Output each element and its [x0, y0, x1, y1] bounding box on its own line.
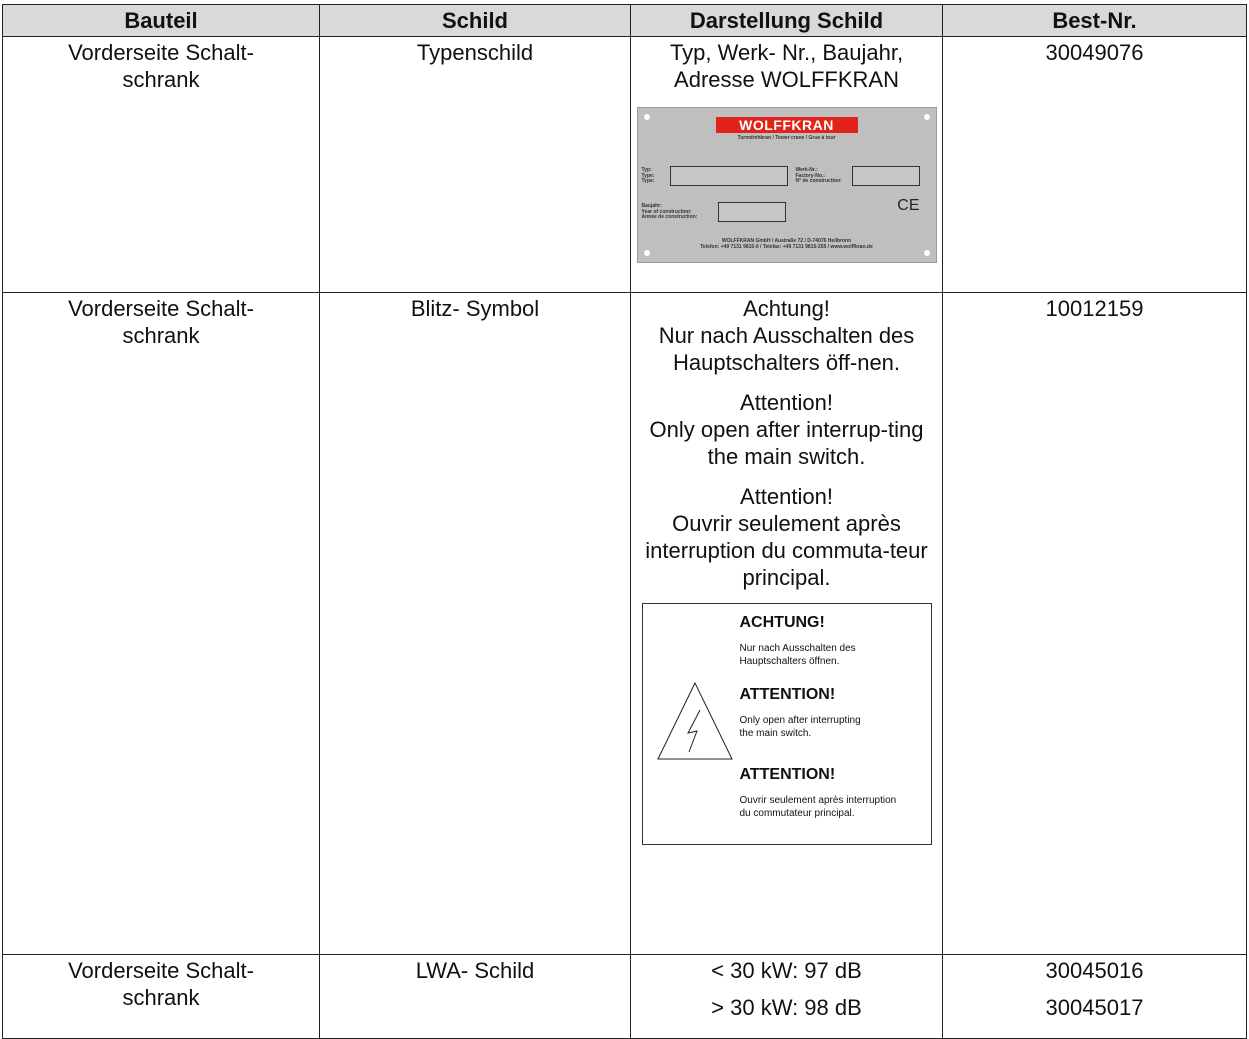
header-darstellung: Darstellung Schild — [631, 5, 943, 37]
sign-heading-en: ATTENTION! — [739, 686, 836, 703]
spacer — [641, 470, 932, 483]
plate-brand-logo: WOLFFKRAN — [716, 117, 858, 133]
schild-text: Blitz- Symbol — [410, 296, 540, 321]
plate-hole — [644, 114, 650, 120]
cell-darstellung — [631, 955, 943, 1039]
schild-text: LWA- Schild — [415, 958, 535, 983]
bauteil-text: Vorderseite Schalt- schrank — [68, 296, 254, 348]
plate-baujahr-label: Baujahr: Year of construction: Année de construction: — [641, 203, 698, 220]
cell-schild — [320, 955, 631, 1039]
sign-text-de: Nur nach Ausschalten des Hauptschalters öffnen. — [739, 643, 856, 667]
ce-mark-icon: CE — [897, 197, 920, 214]
cell-bauteil — [3, 293, 320, 955]
plate-footer — [638, 238, 936, 250]
plate-footer-address: WOLFFKRAN GmbH / Austraße 72 / D-74076 Heilbronn — [721, 238, 852, 244]
sign-text-en: Only open after interrupting the main switch. — [739, 715, 861, 739]
bauteil-text: Vorderseite Schalt- schrank — [68, 40, 254, 92]
header-bauteil: Bauteil — [3, 5, 320, 37]
warning-en-title: Attention! — [740, 390, 833, 415]
best-nr-text-2: 30045017 — [1045, 995, 1144, 1020]
plate-hole — [924, 250, 930, 256]
parts-sign-table — [2, 4, 1247, 1039]
type-plate-image — [637, 107, 937, 263]
cell-schild — [320, 37, 631, 293]
cell-schild — [320, 293, 631, 955]
cell-darstellung — [631, 293, 943, 955]
cell-best-nr — [943, 955, 1247, 1039]
header-best-nr: Best-Nr. — [943, 5, 1247, 37]
header-schild: Schild — [320, 5, 631, 37]
best-nr-text: 30049076 — [1045, 40, 1144, 65]
lwa-value-2: > 30 kW: 98 dB — [711, 995, 862, 1020]
darstellung-text: Typ, Werk- Nr., Baujahr, Adresse WOLFFKRAN — [669, 40, 904, 92]
warning-de-title: Achtung! — [743, 296, 830, 321]
warning-en-text: Only open after interrup-ting the main switch. — [649, 417, 924, 469]
table-row — [3, 37, 1247, 293]
schild-text: Typenschild — [416, 40, 534, 65]
cell-bauteil — [3, 955, 320, 1039]
plate-werk-field — [852, 166, 920, 186]
best-nr-text: 10012159 — [1045, 296, 1144, 321]
cell-bauteil — [3, 37, 320, 293]
plate-subtitle: Turmdrehkran / Tower crane / Grue à tour — [737, 135, 836, 141]
plate-footer-contact: Telefon: +49 7131 9815-0 / Telefax: +49 7131 9815-355 / www.wolffkran.de — [700, 244, 873, 250]
spacer — [641, 376, 932, 389]
cell-best-nr — [943, 293, 1247, 955]
high-voltage-warning-sign — [642, 603, 932, 845]
plate-baujahr-field — [718, 202, 786, 222]
table-row — [3, 955, 1247, 1039]
high-voltage-triangle-icon — [655, 680, 735, 762]
plate-werk-label: Werk-Nr.: Factory-No.: N° de construction: — [795, 167, 842, 184]
table-row — [3, 293, 1247, 955]
warning-fr-text: Ouvrir seulement après interruption du commuta-teur principal. — [645, 511, 928, 590]
sign-text-fr: Ouvrir seulement après interruption du commutateur principal. — [739, 795, 897, 819]
lwa-value-1: < 30 kW: 97 dB — [711, 958, 862, 983]
table-header-row — [3, 5, 1247, 37]
warning-de-text: Nur nach Ausschalten des Hauptschalters öff-nen. — [658, 323, 915, 375]
warning-fr-title: Attention! — [740, 484, 833, 509]
cell-darstellung — [631, 37, 943, 293]
bauteil-text: Vorderseite Schalt- schrank — [68, 958, 254, 1010]
sign-heading-de: ACHTUNG! — [739, 614, 825, 631]
plate-hole — [924, 114, 930, 120]
best-nr-text-1: 30045016 — [1045, 958, 1144, 983]
plate-hole — [644, 250, 650, 256]
sign-heading-fr: ATTENTION! — [739, 766, 836, 783]
plate-typ-field — [670, 166, 788, 186]
cell-best-nr — [943, 37, 1247, 293]
plate-typ-label: Typ: Type: Type: — [641, 167, 655, 184]
